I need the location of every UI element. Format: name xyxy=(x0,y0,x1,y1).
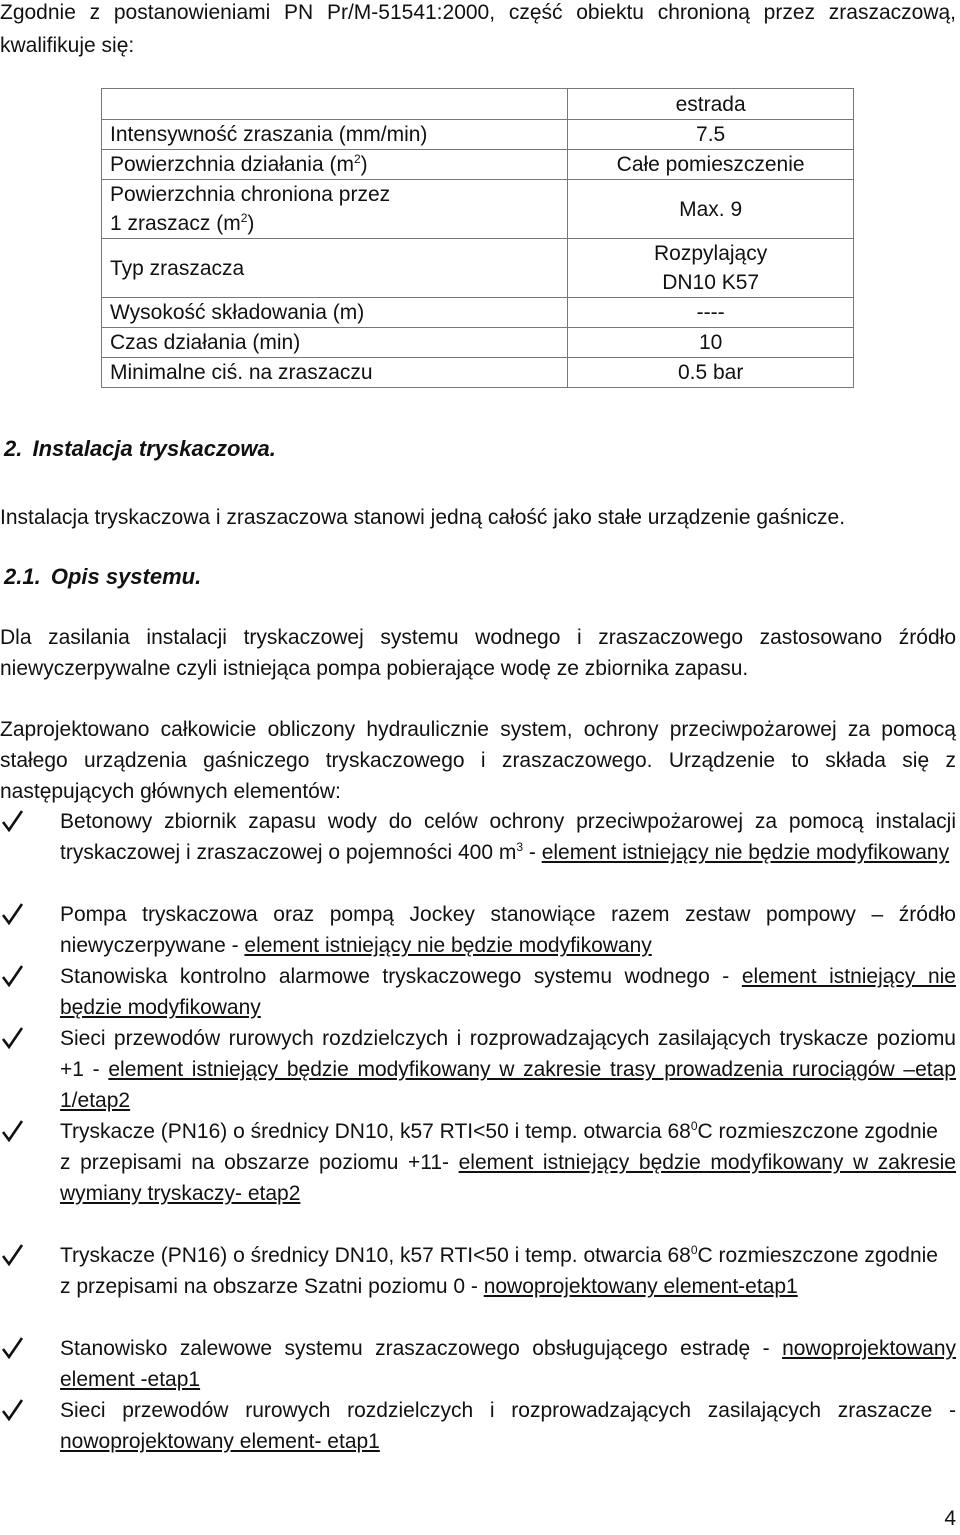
intro-paragraph: Zgodnie z postanowieniami PN Pr/M-51541:2000, część obiektu chronioną przez zraszaczową, kwalifikuje się: xyxy=(0,1,956,57)
list-item: Betonowy zbiornik zapasu wody do celów ochrony przeciwpożarowej za pomocą instalacji tryskaczowej i zraszaczowej o pojemności 400 $m^3$ - element istniejący nie będzie modyfikowany xyxy=(0,806,956,899)
list-item: Sieci przewodów rurowych rozdzielczych i rozprowadzających zasilających tryskacze poziomu +1 - element istniejący będzie modyfikowany w zakresie trasy prowadzenia rurociągów –etap 1/etap2 xyxy=(0,1023,956,1116)
row-label: Typ zraszacza xyxy=(102,239,568,298)
list-item: Tryskacze (PN16) o średnicy DN10, k57 RTI<50 i temp. otwarcia $68^0C$ rozmieszczone zgodnie z przepisami na obszarze Szatni poziomu 0 - nowoprojektowany element-etap1 xyxy=(0,1240,956,1333)
section2-text: Instalacja tryskaczowa i zraszaczowa stanowi jedną całość jako stałe urządzenie gaśnicze. xyxy=(0,506,846,529)
checkmark-icon xyxy=(0,899,30,930)
spec-table xyxy=(101,88,854,388)
table-header-empty xyxy=(102,89,568,120)
paragraph-system: Zaprojektowano całkowicie obliczony hydraulicznie system, ochrony przeciwpożarowej za pomocą stałego urządzenia gaśniczego tryskaczowego i zraszaczowego. Urządzenie to składa się z następujących głównych elementów: xyxy=(0,718,956,803)
checkmark-icon xyxy=(0,1116,30,1147)
checkmark-icon xyxy=(0,1240,30,1271)
list-item: Sieci przewodów rurowych rozdzielczych i rozprowadzających zasilających zraszacze - nowoprojektowany element- etap1 xyxy=(0,1395,956,1457)
section-heading-2: 2. Instalacja tryskaczowa. xyxy=(4,436,276,461)
row-label: Czas działania (min) xyxy=(102,328,568,358)
row-value: 7.5 xyxy=(568,120,854,150)
list-item: Tryskacze (PN16) o średnicy DN10, k57 RTI<50 i temp. otwarcia $68^0C$ rozmieszczone zgodnie z przepisami na obszarze poziomu +11- element istniejący będzie modyfikowany w zakresie wymiany tryskaczy- etap2 xyxy=(0,1116,956,1240)
row-label: Powierzchnia działania $(m^2)$ xyxy=(102,150,568,180)
row-label: Powierzchnia chroniona przez 1 zraszacz $(m^2)$ xyxy=(102,180,568,239)
row-value: Rozpylający DN10 K57 xyxy=(568,239,854,298)
checkmark-icon xyxy=(0,1023,30,1054)
table-header-estrada: estrada xyxy=(568,89,854,120)
list-item: Stanowiska kontrolno alarmowe tryskaczowego systemu wodnego - element istniejący nie będzie modyfikowany xyxy=(0,961,956,1023)
section-heading-2-1: 2.1. Opis systemu. xyxy=(4,564,202,589)
row-label: Wysokość składowania (m) xyxy=(102,298,568,328)
row-value: Całe pomieszczenie xyxy=(568,150,854,180)
checkmark-icon xyxy=(0,961,30,992)
row-value: 0.5 bar xyxy=(568,358,854,388)
row-label: Minimalne ciś. na zraszaczu xyxy=(102,358,568,388)
paragraph-supply: Dla zasilania instalacji tryskaczowej systemu wodnego i zraszaczowego zastosowano źródło niewyczerpywalne czyli istniejąca pompa pobierające wodę ze zbiornika zapasu. xyxy=(0,626,956,680)
page-number: 4 xyxy=(944,1507,956,1530)
list-item: Pompa tryskaczowa oraz pompą Jockey stanowiące razem zestaw pompowy – źródło niewyczerpywane - element istniejący nie będzie modyfikowany xyxy=(0,899,956,961)
list-item: Stanowisko zalewowe systemu zraszaczowego obsługującego estradę - nowoprojektowany element -etap1 xyxy=(0,1333,956,1395)
checkmark-icon xyxy=(0,1395,30,1426)
row-value: ---- xyxy=(568,298,854,328)
row-label: Intensywność zraszania (mm/min) xyxy=(102,120,568,150)
row-value: 10 xyxy=(568,328,854,358)
checkmark-icon xyxy=(0,1333,30,1364)
element-list xyxy=(0,806,956,1457)
row-value: Max. 9 xyxy=(568,180,854,239)
checkmark-icon xyxy=(0,806,30,837)
